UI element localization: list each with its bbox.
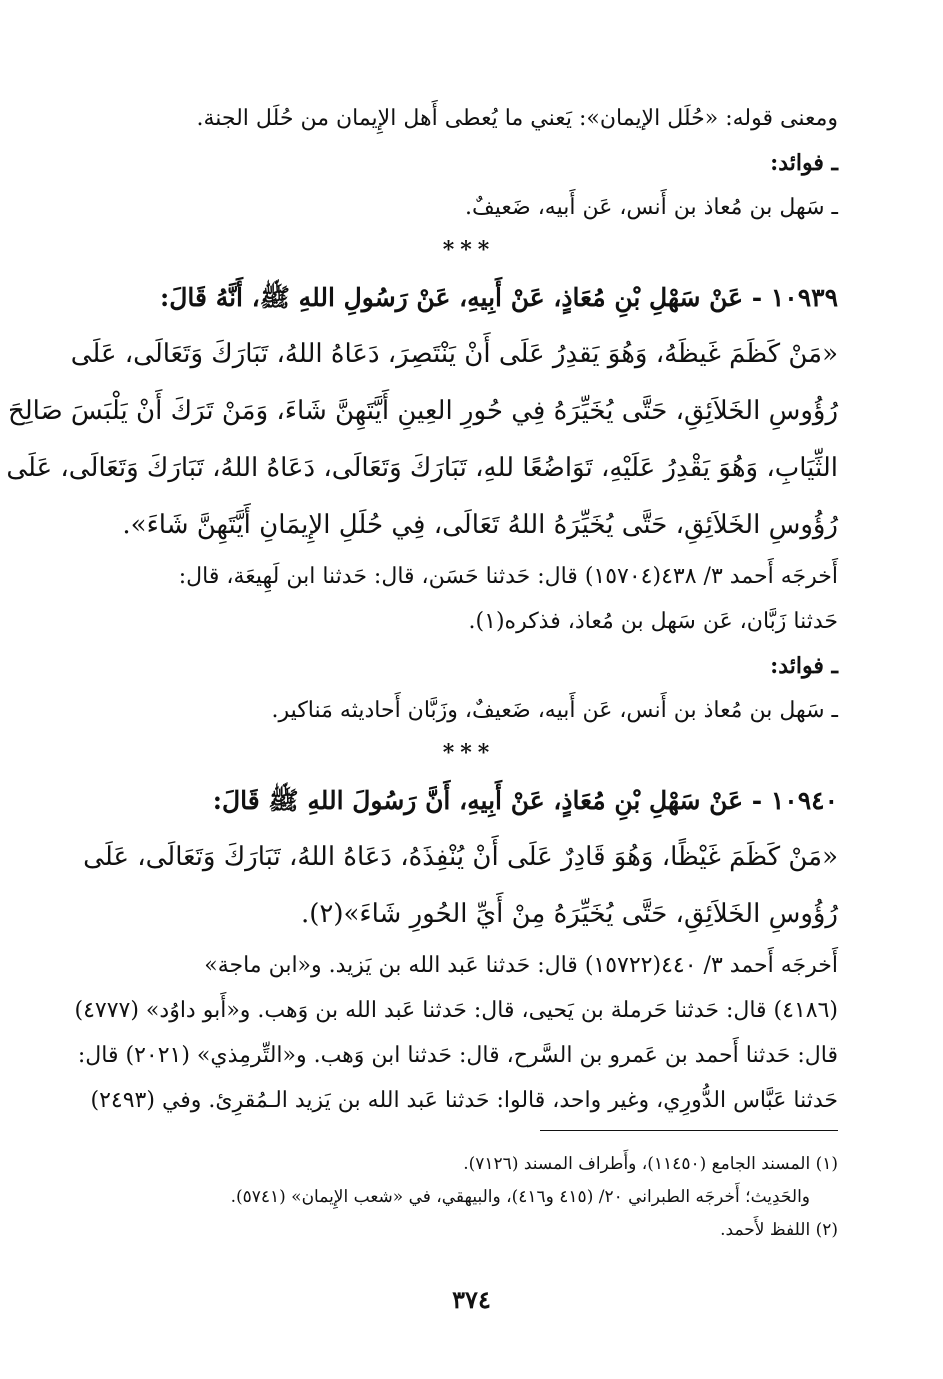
hadith-1-takhrij-line: أَخرجَه أَحمد ٣/ ٤٣٨(١٥٧٠٤) قال: حَدثنا حَسَن، قال: حَدثنا ابن لَهِيعَة، قال:: [178, 564, 838, 589]
hadith-1-text-line: رُؤُوسِ الخَلاَئِقِ، حَتَّى يُخَيِّرَهُ فِي حُورِ العِينِ أَيَّتَهِنَّ شَاءَ، وَمَنْ تَرَكَ أَنْ يَلْبَسَ صَالِحَ: [7, 396, 838, 426]
hadith-2-text-line: رُؤُوسِ الخَلاَئِقِ، حَتَّى يُخَيِّرَهُ مِنْ أَيِّ الحُورِ شَاءَ»(٢).: [300, 899, 838, 929]
hadith-2-takhrij-line: حَدثنا عَبَّاس الدُّورِي، وغير واحد، قالوا: حَدثنا عَبد الله بن يَزيد الـمُقرِئ. وفي (٢٤٩٣): [90, 1088, 838, 1113]
fawaid-heading-1: ـ فوائد:: [770, 150, 838, 176]
hadith-1-heading: ١٠٩٣٩ - عَنْ سَهْلِ بْنِ مُعَاذٍ، عَنْ أَبِيهِ، عَنْ رَسُولِ اللهِ ﷺ، أَنَّهُ قَالَ:: [160, 283, 838, 312]
footnote-1: (١) المسند الجامع (١١٤٥٠)، وأَطراف المسند (٧١٢٦).: [463, 1154, 838, 1174]
hadith-2-takhrij-line: قال: حَدثنا أَحمد بن عَمرو بن السَّرح، قال: حَدثنا ابن وَهب. و«التِّرمِذي» (٢٠٢١) قال:: [77, 1043, 838, 1068]
hadith-2-takhrij-line: أَخرجَه أَحمد ٣/ ٤٤٠(١٥٧٢٢) قال: حَدثنا عَبد الله بن يَزيد. و«ابن ماجة»: [204, 953, 838, 978]
separator-stars-2: ***: [442, 740, 496, 766]
page-body: [6, 96, 838, 1123]
hadith-1-text-line: «مَنْ كَظَمَ غَيظَهُ، وَهُوَ يَقدِرُ عَلَى أَنْ يَنْتَصِرَ، دَعَاهُ اللهُ، تَبَارَكَ وَتَعَالَى، عَلَى: [70, 339, 838, 369]
hadith-2-heading: ١٠٩٤٠ - عَنْ سَهْلِ بْنِ مُعَاذٍ، عَنْ أَبِيهِ، أَنَّ رَسُولَ اللهِ ﷺ قَالَ:: [212, 786, 838, 815]
footnote-2: (٢) اللفظ لأَحمد.: [720, 1220, 838, 1240]
fawaid-text-2: ـ سَهل بن مُعاذ بن أَنس، عَن أَبيه، ضَعيفٌ، وزَبَّان أَحاديثه مَناكير.: [271, 698, 838, 723]
hadith-2-takhrij-line: (٤١٨٦) قال: حَدثنا حَرملة بن يَحيى، قال: حَدثنا عَبد الله بن وَهب. و«أَبو داوُد» (٤٧٧٧): [74, 998, 838, 1023]
hadith-1-text-line: رُؤُوسِ الخَلاَئِقِ، حَتَّى يُخَيِّرَهُ اللهُ تَعَالَى، فِي حُلَلِ الإِيمَانِ أَيَّتَهِنَّ شَاءَ».: [122, 510, 838, 540]
fawaid-heading-2: ـ فوائد:: [770, 653, 838, 679]
footnotes: [100, 1148, 838, 1247]
separator-stars-1: ***: [442, 237, 496, 263]
hadith-1-takhrij-line: حَدثنا زَبَّان، عَن سَهل بن مُعاذ، فذكره(١).: [468, 609, 838, 634]
footnote-separator: [540, 1130, 838, 1131]
page-number: ٣٧٤: [452, 1285, 491, 1314]
fawaid-text-1: ـ سَهل بن مُعاذ بن أَنس، عَن أَبيه، ضَعيفٌ.: [465, 195, 838, 220]
intro-line: ومعنى قوله: «حُلَل الإيمان»: يَعني ما يُعطى أَهل الإِيمان من حُلَل الجنة.: [196, 106, 838, 131]
footnote-1-continuation: والحَدِيث؛ أَخرجَه الطبراني ٢٠/ (٤١٥ و٤١٦)، والبيهقي، في «شعب الإِيمان» (٥٧٤١).: [230, 1187, 810, 1207]
hadith-2-text-line: «مَنْ كَظَمَ غَيْظًا، وَهُوَ قَادِرٌ عَلَى أَنْ يُنْفِذَهُ، دَعَاهُ اللهُ، تَبَارَكَ وَتَعَالَى، عَلَى: [83, 842, 838, 872]
hadith-1-text-line: الثِّيَابِ، وَهُوَ يَقْدِرُ عَلَيْهِ، تَوَاضُعًا للهِ، تَبَارَكَ وَتَعَالَى، دَعَاهُ اللهُ، تَبَارَكَ وَتَعَالَى، عَلَى: [6, 453, 838, 483]
